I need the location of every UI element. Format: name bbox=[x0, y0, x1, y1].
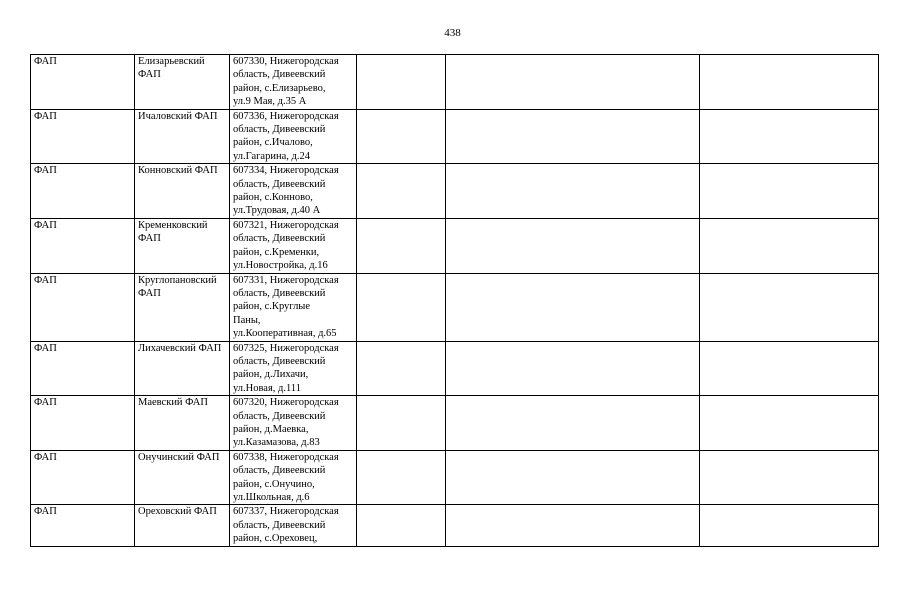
empty-cell bbox=[446, 396, 700, 451]
empty-cell bbox=[700, 55, 879, 110]
address-line: область, Дивеевский bbox=[233, 233, 326, 245]
table-row bbox=[31, 109, 879, 164]
facility-address-cell bbox=[230, 55, 357, 110]
empty-cell bbox=[357, 109, 446, 164]
empty-cell bbox=[700, 341, 879, 396]
table-row bbox=[31, 396, 879, 451]
empty-cell bbox=[446, 164, 700, 219]
facility-type-cell: ФАП bbox=[31, 450, 135, 505]
facility-type-cell: ФАП bbox=[31, 273, 135, 341]
facility-address-cell bbox=[230, 109, 357, 164]
address-line: ул.Кооперативная, д.65 bbox=[233, 328, 337, 340]
facility-name-cell: Ичаловский ФАП bbox=[135, 109, 230, 164]
facility-address-cell bbox=[230, 396, 357, 451]
address-line: ул.Казамазова, д.83 bbox=[233, 437, 320, 449]
address-line: район, д.Маевка, bbox=[233, 423, 309, 435]
empty-cell bbox=[357, 218, 446, 273]
empty-cell bbox=[446, 109, 700, 164]
empty-cell bbox=[357, 396, 446, 451]
address-line: район, д.Лихачи, bbox=[233, 369, 309, 381]
address-line: область, Дивеевский bbox=[233, 465, 326, 477]
address-line: район, с.Елизарьево, bbox=[233, 82, 326, 94]
facility-name-cell: Лихачевский ФАП bbox=[135, 341, 230, 396]
table-row bbox=[31, 505, 879, 546]
facility-name-cell: Онучинский ФАП bbox=[135, 450, 230, 505]
facility-address-cell bbox=[230, 505, 357, 546]
address-line: район, с.Ичалово, bbox=[233, 137, 313, 149]
empty-cell bbox=[700, 164, 879, 219]
empty-cell bbox=[357, 273, 446, 341]
facility-type-cell: ФАП bbox=[31, 396, 135, 451]
address-line: 607336, Нижегородская bbox=[233, 110, 339, 122]
page-number: 438 bbox=[444, 27, 461, 39]
table-row bbox=[31, 218, 879, 273]
address-line: район, с.Ореховец, bbox=[233, 533, 318, 545]
empty-cell bbox=[700, 109, 879, 164]
address-line: район, с.Кременки, bbox=[233, 246, 320, 258]
facility-type-cell: ФАП bbox=[31, 341, 135, 396]
empty-cell bbox=[700, 505, 879, 546]
facility-address-cell bbox=[230, 341, 357, 396]
address-line: район, с.Конново, bbox=[233, 192, 313, 204]
address-line: ул.9 Мая, д.35 А bbox=[233, 96, 307, 108]
address-line: район, с.Онучино, bbox=[233, 478, 315, 490]
table-row bbox=[31, 55, 879, 110]
facility-address-cell bbox=[230, 164, 357, 219]
empty-cell bbox=[446, 218, 700, 273]
address-line: 607325, Нижегородская bbox=[233, 342, 339, 354]
table-row bbox=[31, 273, 879, 341]
address-line: ул.Школьная, д.6 bbox=[233, 492, 310, 503]
empty-cell bbox=[446, 273, 700, 341]
address-line: область, Дивеевский bbox=[233, 519, 326, 531]
facility-type-cell: ФАП bbox=[31, 55, 135, 110]
address-line: область, Дивеевский bbox=[233, 69, 326, 81]
empty-cell bbox=[357, 164, 446, 219]
facility-address-cell bbox=[230, 273, 357, 341]
address-line: 607334, Нижегородская bbox=[233, 165, 339, 177]
address-line: область, Дивеевский bbox=[233, 355, 326, 367]
facility-type-cell: ФАП bbox=[31, 109, 135, 164]
address-line: ул.Трудовая, д.40 А bbox=[233, 205, 321, 217]
empty-cell bbox=[357, 55, 446, 110]
empty-cell bbox=[446, 341, 700, 396]
address-line: 607331, Нижегородская bbox=[233, 274, 339, 286]
address-line: область, Дивеевский bbox=[233, 410, 326, 422]
facility-name-cell: Круглопановский ФАП bbox=[135, 273, 230, 341]
address-line: область, Дивеевский bbox=[233, 178, 326, 190]
empty-cell bbox=[446, 450, 700, 505]
facility-name-cell: Елизарьевский ФАП bbox=[135, 55, 230, 110]
address-line: 607330, Нижегородская bbox=[233, 56, 339, 67]
address-line: район, с.Круглые bbox=[233, 301, 311, 313]
empty-cell bbox=[446, 505, 700, 546]
empty-cell bbox=[446, 55, 700, 110]
empty-cell bbox=[700, 218, 879, 273]
address-line: ул.Новостройка, д.16 bbox=[233, 260, 328, 272]
facilities-table bbox=[30, 54, 879, 547]
facilities-table-body bbox=[31, 55, 879, 547]
facility-address-cell bbox=[230, 450, 357, 505]
facility-type-cell: ФАП bbox=[31, 164, 135, 219]
address-line: ул.Гагарина, д.24 bbox=[233, 150, 310, 162]
table-row bbox=[31, 341, 879, 396]
address-line: 607321, Нижегородская bbox=[233, 219, 339, 231]
empty-cell bbox=[357, 341, 446, 396]
address-line: 607338, Нижегородская bbox=[233, 451, 339, 463]
address-line: область, Дивеевский bbox=[233, 287, 326, 299]
address-line: Паны, bbox=[233, 314, 261, 326]
empty-cell bbox=[700, 396, 879, 451]
facility-address-cell bbox=[230, 218, 357, 273]
empty-cell bbox=[357, 505, 446, 546]
address-line: 607337, Нижегородская bbox=[233, 506, 339, 518]
address-line: область, Дивеевский bbox=[233, 124, 326, 136]
table-row bbox=[31, 450, 879, 505]
address-line: 607320, Нижегородская bbox=[233, 397, 339, 409]
empty-cell bbox=[700, 450, 879, 505]
facility-name-cell: Кременковский ФАП bbox=[135, 218, 230, 273]
facility-name-cell: Маевский ФАП bbox=[135, 396, 230, 451]
facility-name-cell: Конновский ФАП bbox=[135, 164, 230, 219]
empty-cell bbox=[700, 273, 879, 341]
facility-type-cell: ФАП bbox=[31, 505, 135, 546]
facility-type-cell: ФАП bbox=[31, 218, 135, 273]
empty-cell bbox=[357, 450, 446, 505]
table-row bbox=[31, 164, 879, 219]
facility-name-cell: Ореховский ФАП bbox=[135, 505, 230, 546]
address-line: ул.Новая, д.111 bbox=[233, 382, 301, 394]
